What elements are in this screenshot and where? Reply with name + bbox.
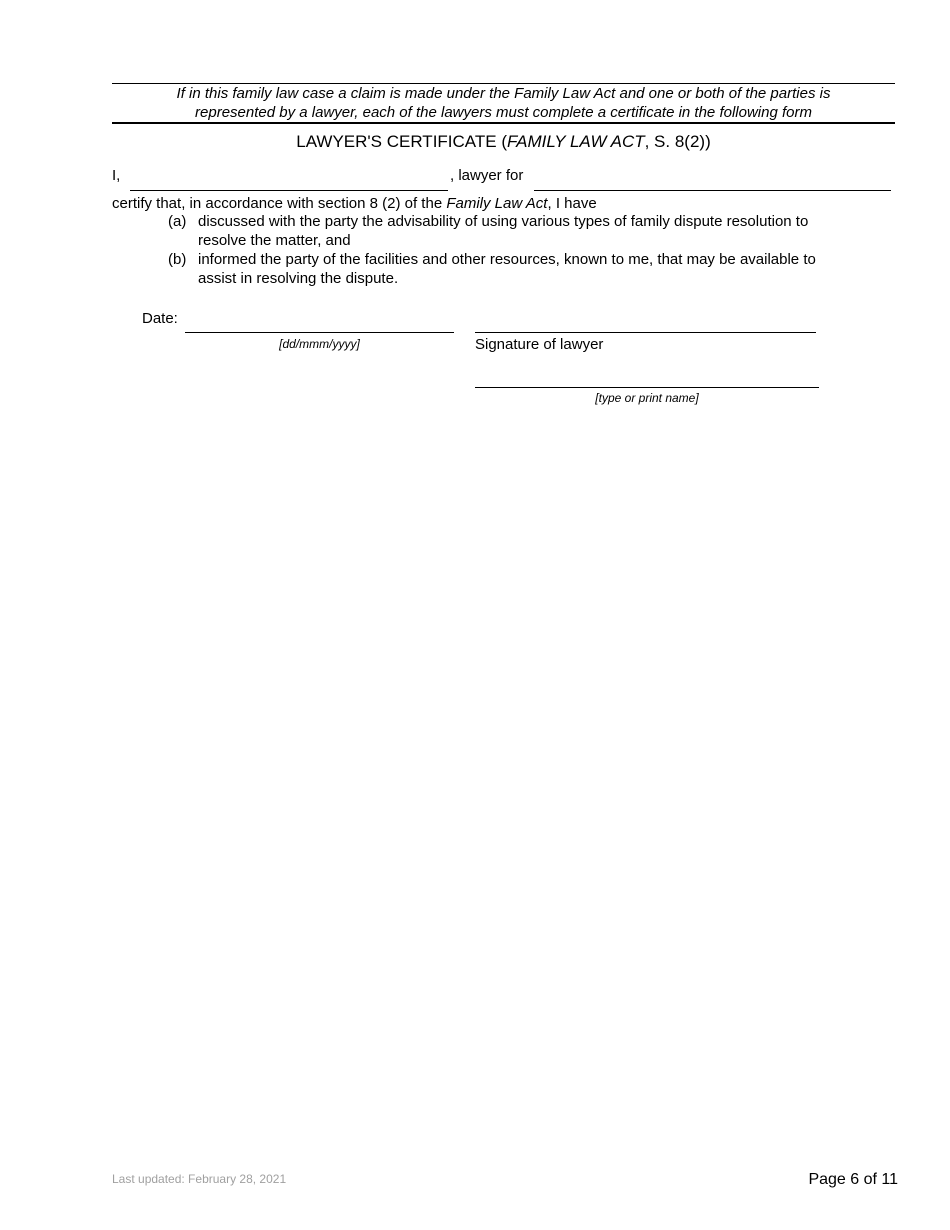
page-number: Page 6 of 11	[808, 1171, 898, 1188]
list-item-b	[168, 251, 888, 289]
lawyer-for-label: , lawyer for	[450, 167, 524, 184]
list-item-a	[168, 213, 888, 251]
certificate-title	[112, 132, 895, 152]
date-field[interactable]	[185, 332, 454, 333]
last-updated: Last updated: February 28, 2021	[112, 1172, 287, 1186]
lawyer-name-field[interactable]	[130, 190, 448, 191]
signature-field[interactable]	[475, 332, 816, 333]
title-pre: LAWYER'S CERTIFICATE (	[296, 132, 507, 151]
item-label: (a)	[168, 213, 187, 230]
item-line-2: assist in resolving the dispute.	[198, 269, 399, 287]
certify-statement	[112, 195, 597, 212]
date-label: Date:	[142, 310, 178, 327]
signature-label: Signature of lawyer	[475, 336, 604, 353]
intro-bottom-rule	[112, 122, 895, 124]
party-name-field[interactable]	[534, 190, 891, 191]
item-line-1: discussed with the party the advisability of using various types of family dispute resolution to	[198, 213, 809, 230]
title-post: , S. 8(2))	[644, 132, 711, 151]
title-act: FAMILY LAW ACT	[506, 132, 645, 151]
i-label: I,	[112, 167, 121, 184]
print-name-field[interactable]	[475, 387, 819, 388]
intro-line-2: represented by a lawyer, each of the lawyers must complete a certificate in the following form	[195, 104, 812, 121]
certify-pre: certify that, in accordance with section 8 (2) of the	[112, 195, 447, 212]
certify-post: , I have	[547, 195, 597, 212]
item-line-1: informed the party of the facilities and other resources, known to me, that may be available to	[198, 251, 816, 268]
item-line-2: resolve the matter, and	[198, 231, 351, 249]
intro-line-1: If in this family law case a claim is made under the Family Law Act and one or both of the parties is	[176, 85, 831, 102]
intro-text	[112, 84, 895, 122]
print-name-hint: [type or print name]	[595, 391, 699, 405]
certify-act: Family Law Act	[446, 195, 548, 212]
item-label: (b)	[168, 251, 187, 268]
date-hint: [dd/mmm/yyyy]	[279, 337, 360, 351]
